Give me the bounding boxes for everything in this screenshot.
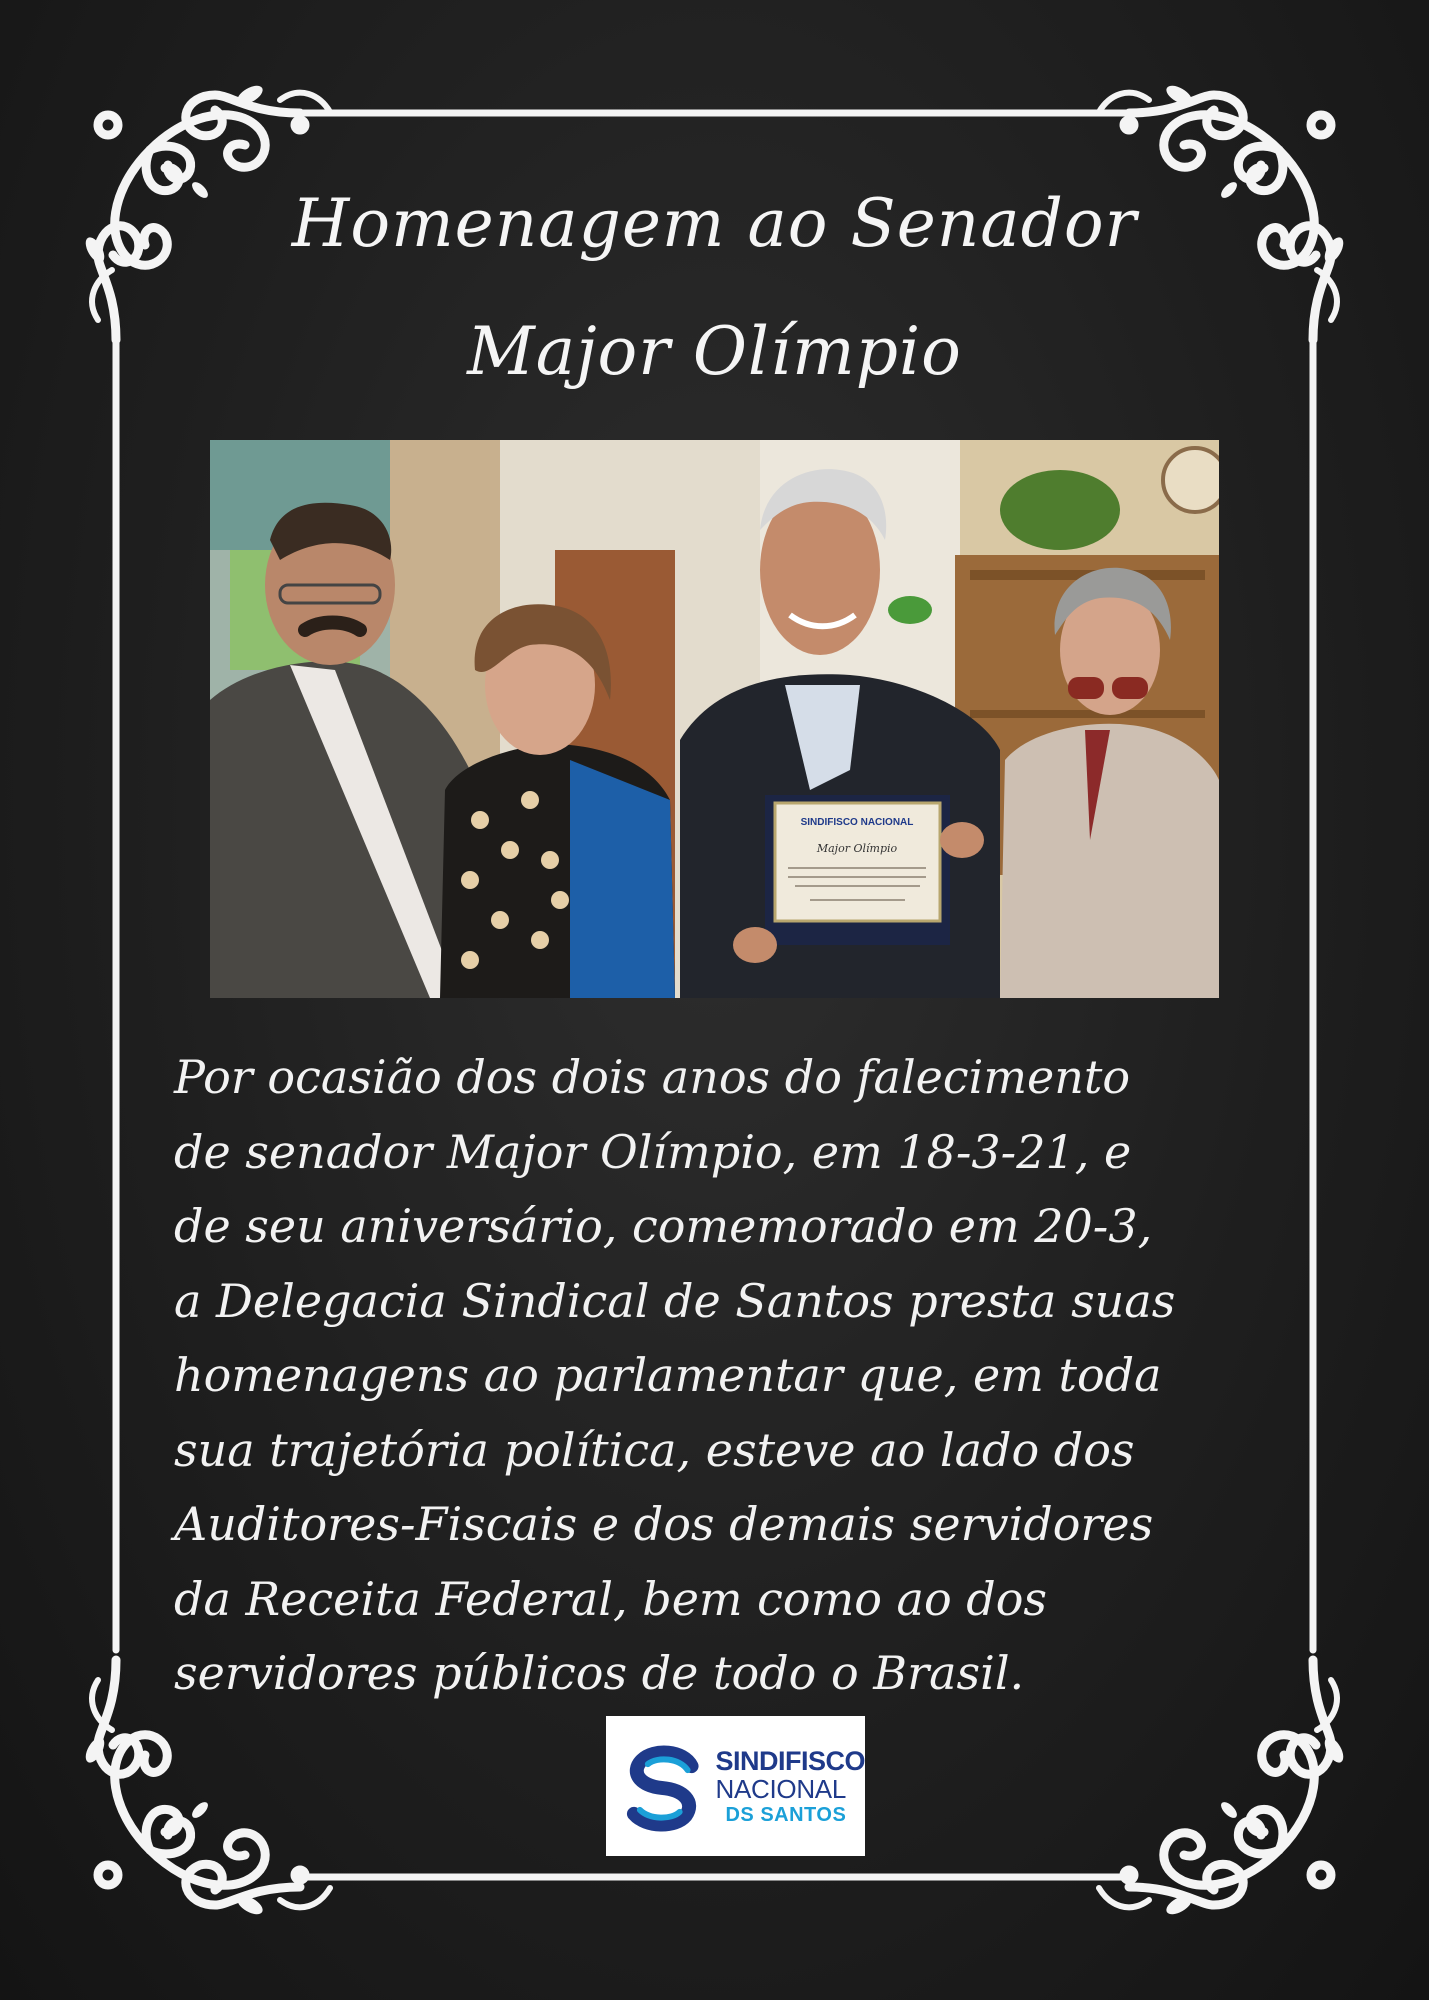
text-line: de senador Major Olímpio, em 18-3-21, e: [174, 1124, 1132, 1179]
text-line: a Delegacia Sindical de Santos presta suas: [174, 1273, 1176, 1328]
plaque-brand: SINDIFISCO NACIONAL: [800, 817, 914, 828]
text-line: da Receita Federal, bem como ao dos: [174, 1571, 1048, 1626]
text-line: Auditores-Fiscais e dos demais servidores: [174, 1497, 1154, 1551]
text-line: servidores públicos de todo o Brasil.: [174, 1646, 1025, 1700]
sindifisco-s-icon: [614, 1736, 713, 1836]
title-line-1: Homenagem ao Senador: [291, 185, 1138, 262]
group-photo: [210, 440, 1219, 998]
photo-illustration: [210, 440, 1219, 998]
logo-line-1: SINDIFISCO: [715, 1745, 865, 1776]
text-line: de seu aniversário, comemorado em 20-3,: [174, 1199, 1153, 1253]
logo-line-2: NACIONAL: [715, 1773, 847, 1804]
text-line: homenagens ao parlamentar que, em toda: [174, 1348, 1162, 1402]
text-line: sua trajetória política, esteve ao lado dos: [174, 1422, 1135, 1477]
title-line-2: Major Olímpio: [467, 313, 962, 390]
tribute-text: [174, 1040, 1174, 1711]
sindifisco-logo: [606, 1716, 865, 1856]
page-title: [200, 160, 1229, 416]
logo-line-3: DS SANTOS: [725, 1803, 847, 1826]
text-line: Por ocasião dos dois anos do falecimento: [174, 1050, 1131, 1104]
plaque-name: Major Olímpio: [816, 842, 898, 855]
